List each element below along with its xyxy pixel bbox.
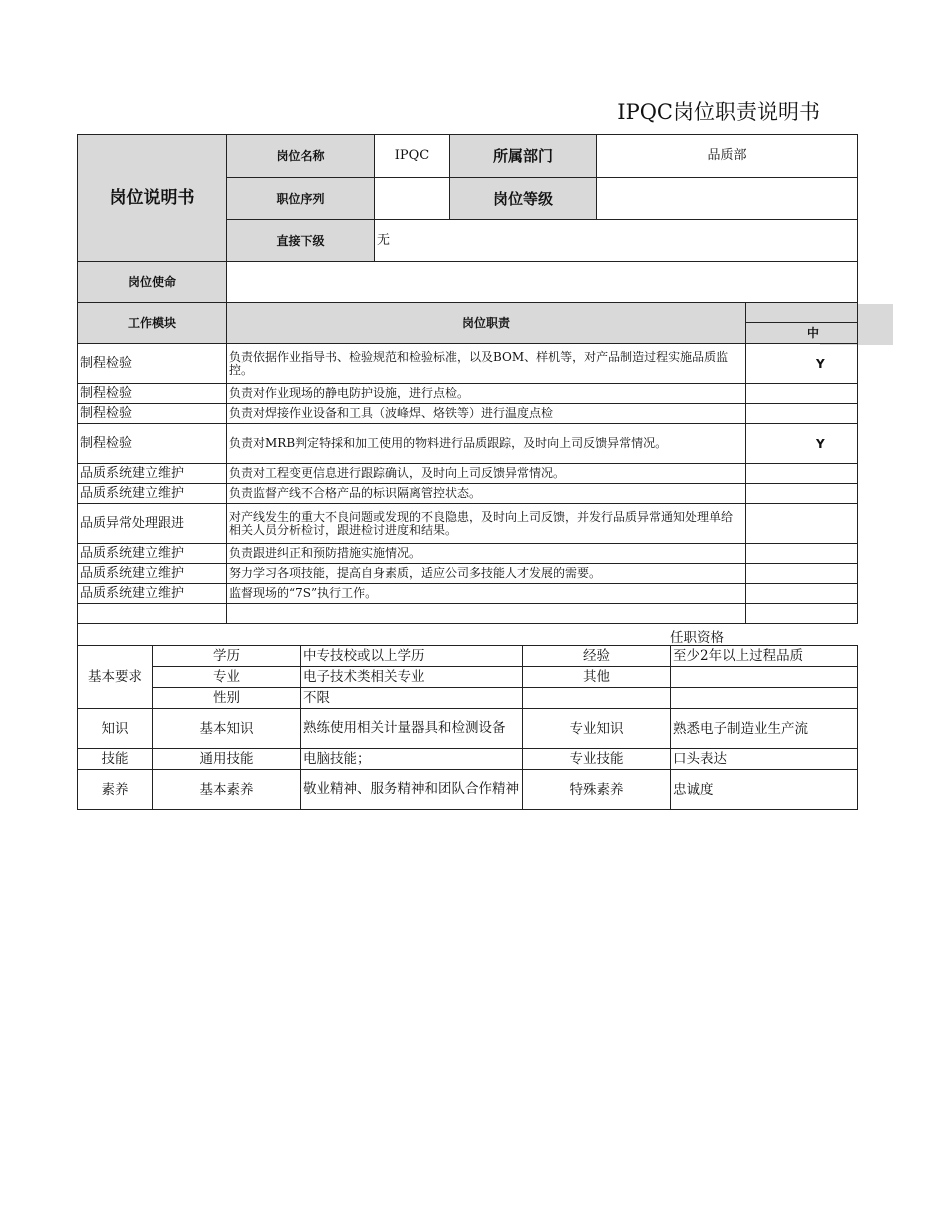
grade-value[interactable] — [597, 178, 858, 220]
duty-module: 品质系统建立维护 — [78, 584, 227, 604]
duty-row — [78, 484, 858, 504]
pro-knowledge-label: 专业知识 — [523, 709, 671, 749]
duty-module: 制程检验 — [78, 424, 227, 464]
duty-module: 品质异常处理跟进 — [78, 504, 227, 544]
duty-row — [78, 384, 858, 404]
duty-extra — [746, 404, 858, 424]
pro-skill-value[interactable]: 口头表达 — [671, 749, 858, 770]
duty-row — [78, 504, 858, 544]
duty-extra: Y — [746, 344, 858, 384]
duty-extra — [746, 384, 858, 404]
duty-row — [78, 604, 858, 624]
basic-quality-label: 基本素养 — [153, 770, 301, 810]
basic-requirements-label: 基本要求 — [78, 646, 153, 709]
duty-text: 负责依据作业指导书、检验规范和检验标准，以及BOM、样机等，对产品制造过程实施品质监控。 — [227, 344, 746, 384]
duty-extra — [746, 484, 858, 504]
duty-text: 负责对作业现场的静电防护设施，进行点检。 — [227, 384, 746, 404]
duty-row — [78, 344, 858, 384]
education-label: 学历 — [153, 646, 301, 667]
special-quality-value[interactable]: 忠诚度 — [671, 770, 858, 810]
basic-knowledge-value[interactable]: 熟练使用相关计量器具和检测设备 — [301, 709, 523, 749]
col-duty-header: 岗位职责 — [227, 303, 746, 344]
duty-extra — [746, 504, 858, 544]
duty-module: 制程检验 — [78, 404, 227, 424]
duty-module: 品质系统建立维护 — [78, 464, 227, 484]
sequence-label: 职位序列 — [227, 178, 375, 220]
experience-value[interactable]: 至少2年以上过程品质 — [671, 646, 858, 667]
duty-row — [78, 404, 858, 424]
duty-extra — [746, 564, 858, 584]
duty-extra — [746, 604, 858, 624]
duty-text: 努力学习各项技能，提高自身素质，适应公司多技能人才发展的需要。 — [227, 564, 746, 584]
duty-text — [227, 604, 746, 624]
quality-label: 素养 — [78, 770, 153, 810]
qualifications-table — [77, 623, 858, 810]
job-description-sheet — [77, 134, 825, 834]
subordinate-value[interactable]: 无 — [375, 220, 858, 262]
duty-module: 品质系统建立维护 — [78, 484, 227, 504]
duty-row — [78, 544, 858, 564]
mission-label: 岗位使命 — [78, 262, 227, 303]
duty-row — [78, 584, 858, 604]
duty-extra — [746, 584, 858, 604]
gender-value[interactable]: 不限 — [301, 688, 523, 709]
department-label: 所属部门 — [450, 135, 597, 178]
duty-extra — [746, 464, 858, 484]
duty-row — [78, 564, 858, 584]
skill-label: 技能 — [78, 749, 153, 770]
experience-label: 经验 — [523, 646, 671, 667]
knowledge-label: 知识 — [78, 709, 153, 749]
gender-extra-blank — [523, 688, 671, 709]
col-module-header: 工作模块 — [78, 303, 227, 344]
sequence-value[interactable] — [375, 178, 450, 220]
duty-row — [78, 464, 858, 484]
duty-module: 品质系统建立维护 — [78, 544, 227, 564]
duty-text: 负责监督产线不合格产品的标识隔离管控状态。 — [227, 484, 746, 504]
major-label: 专业 — [153, 667, 301, 688]
position-name-value[interactable]: IPQC — [375, 135, 450, 178]
duty-extra: Y — [746, 424, 858, 464]
position-name-label: 岗位名称 — [227, 135, 375, 178]
basic-knowledge-label: 基本知识 — [153, 709, 301, 749]
subordinate-label: 直接下级 — [227, 220, 375, 262]
department-value[interactable]: 品质部 — [597, 135, 858, 178]
major-value[interactable]: 电子技术类相关专业 — [301, 667, 523, 688]
other-label: 其他 — [523, 667, 671, 688]
duty-module: 品质系统建立维护 — [78, 564, 227, 584]
duty-text: 负责对焊接作业设备和工具（波峰焊、烙铁等）进行温度点检 — [227, 404, 746, 424]
duty-text: 监督现场的“7S”执行工作。 — [227, 584, 746, 604]
duties-table — [77, 134, 858, 624]
doc-label: 岗位说明书 — [78, 135, 227, 262]
duty-module — [78, 604, 227, 624]
duty-text: 负责对MRB判定特採和加工使用的物料进行品质跟踪，及时向上司反馈异常情况。 — [227, 424, 746, 464]
grade-label: 岗位等级 — [450, 178, 597, 220]
education-value[interactable]: 中专技校或以上学历 — [301, 646, 523, 667]
general-skill-label: 通用技能 — [153, 749, 301, 770]
special-quality-label: 特殊素养 — [523, 770, 671, 810]
pro-skill-label: 专业技能 — [523, 749, 671, 770]
col-extra-header: 中 — [746, 323, 858, 344]
gender-extra-value-blank — [671, 688, 858, 709]
qualifications-title: 任职资格 — [78, 624, 858, 646]
duty-text: 负责跟进纠正和预防措施实施情况。 — [227, 544, 746, 564]
gender-label: 性别 — [153, 688, 301, 709]
duty-module: 制程检验 — [78, 344, 227, 384]
col-extra-header-top — [746, 303, 858, 323]
other-value[interactable] — [671, 667, 858, 688]
duty-text: 负责对工程变更信息进行跟踪确认，及时向上司反馈异常情况。 — [227, 464, 746, 484]
mission-value[interactable] — [227, 262, 858, 303]
basic-quality-value[interactable]: 敬业精神、服务精神和团队合作精神 — [301, 770, 523, 810]
duty-row — [78, 424, 858, 464]
duty-text: 对产线发生的重大不良问题或发现的不良隐患，及时向上司反馈，并发行品质异常通知处理单给相关人员分析检讨，跟进检讨进度和结果。 — [227, 504, 746, 544]
pro-knowledge-value[interactable]: 熟悉电子制造业生产流 — [671, 709, 858, 749]
duty-extra — [746, 544, 858, 564]
page-title: IPQC岗位职责说明书 — [617, 100, 820, 124]
duty-module: 制程检验 — [78, 384, 227, 404]
general-skill-value[interactable]: 电脑技能； — [301, 749, 523, 770]
